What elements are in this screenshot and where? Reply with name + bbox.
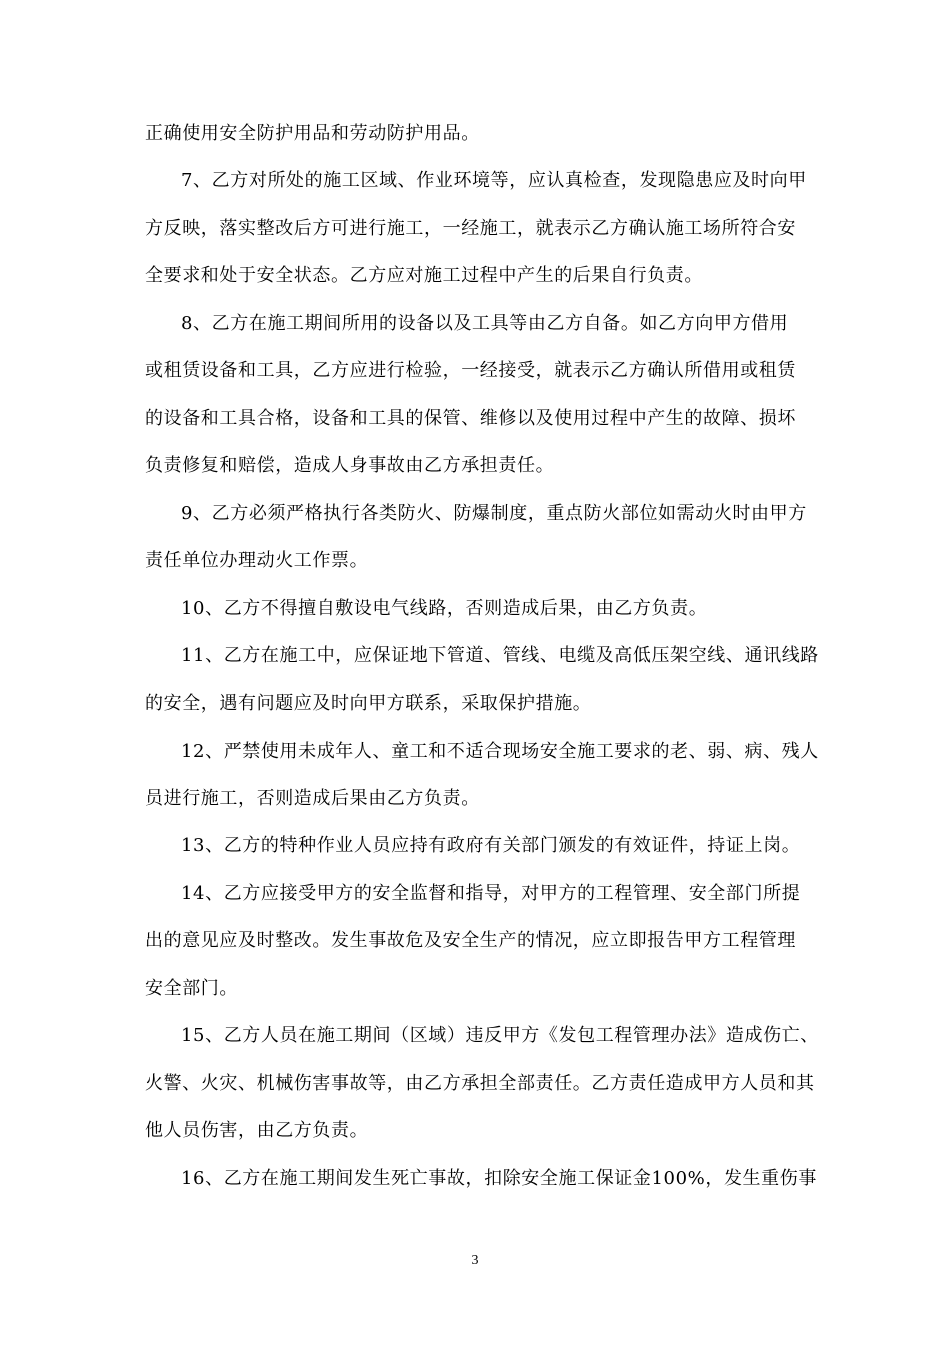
text-line: 10、乙方不得擅自敷设电气线路，否则造成后果，由乙方负责。 — [181, 598, 708, 619]
text-line: 12、严禁使用未成年人、童工和不适合现场安全施工要求的老、弱、病、残人 — [181, 741, 819, 762]
text-line: 8、乙方在施工期间所用的设备以及工具等由乙方自备。如乙方向甲方借用 — [181, 313, 789, 334]
text-line: 火警、火灾、机械伤害事故等，由乙方承担全部责任。乙方责任造成甲方人员和其 — [145, 1073, 815, 1094]
page-number: 3 — [471, 1253, 479, 1268]
text-line: 11、乙方在施工中，应保证地下管道、管线、电缆及高低压架空线、通讯线路 — [181, 645, 819, 666]
text-line: 的设备和工具合格，设备和工具的保管、维修以及使用过程中产生的故障、损坏 — [145, 408, 796, 429]
text-line: 员进行施工，否则造成后果由乙方负责。 — [145, 788, 480, 809]
text-line: 出的意见应及时整改。发生事故危及安全生产的情况，应立即报告甲方工程管理 — [145, 930, 796, 951]
text-line: 方反映，落实整改后方可进行施工，一经施工，就表示乙方确认施工场所符合安 — [145, 218, 796, 239]
text-line: 负责修复和赔偿，造成人身事故由乙方承担责任。 — [145, 455, 555, 476]
text-line: 或租赁设备和工具，乙方应进行检验，一经接受，就表示乙方确认所借用或租赁 — [145, 360, 796, 381]
text-line: 14、乙方应接受甲方的安全监督和指导，对甲方的工程管理、安全部门所提 — [181, 883, 801, 904]
text-line: 正确使用安全防护用品和劳动防护用品。 — [145, 123, 480, 144]
text-line: 责任单位办理动火工作票。 — [145, 550, 369, 571]
text-line: 的安全，遇有问题应及时向甲方联系，采取保护措施。 — [145, 693, 592, 714]
text-line: 全要求和处于安全状态。乙方应对施工过程中产生的后果自行负责。 — [145, 265, 703, 286]
text-line: 13、乙方的特种作业人员应持有政府有关部门颁发的有效证件，持证上岗。 — [181, 835, 801, 856]
text-line: 他人员伤害，由乙方负责。 — [145, 1120, 369, 1141]
text-line: 安全部门。 — [145, 978, 238, 999]
text-line: 16、乙方在施工期间发生死亡事故，扣除安全施工保证金100%，发生重伤事 — [181, 1168, 817, 1189]
text-line: 7、乙方对所处的施工区域、作业环境等，应认真检查，发现隐患应及时向甲 — [181, 170, 807, 191]
text-line: 9、乙方必须严格执行各类防火、防爆制度，重点防火部位如需动火时由甲方 — [181, 503, 807, 524]
text-line: 15、乙方人员在施工期间（区域）违反甲方《发包工程管理办法》造成伤亡、 — [181, 1025, 819, 1046]
